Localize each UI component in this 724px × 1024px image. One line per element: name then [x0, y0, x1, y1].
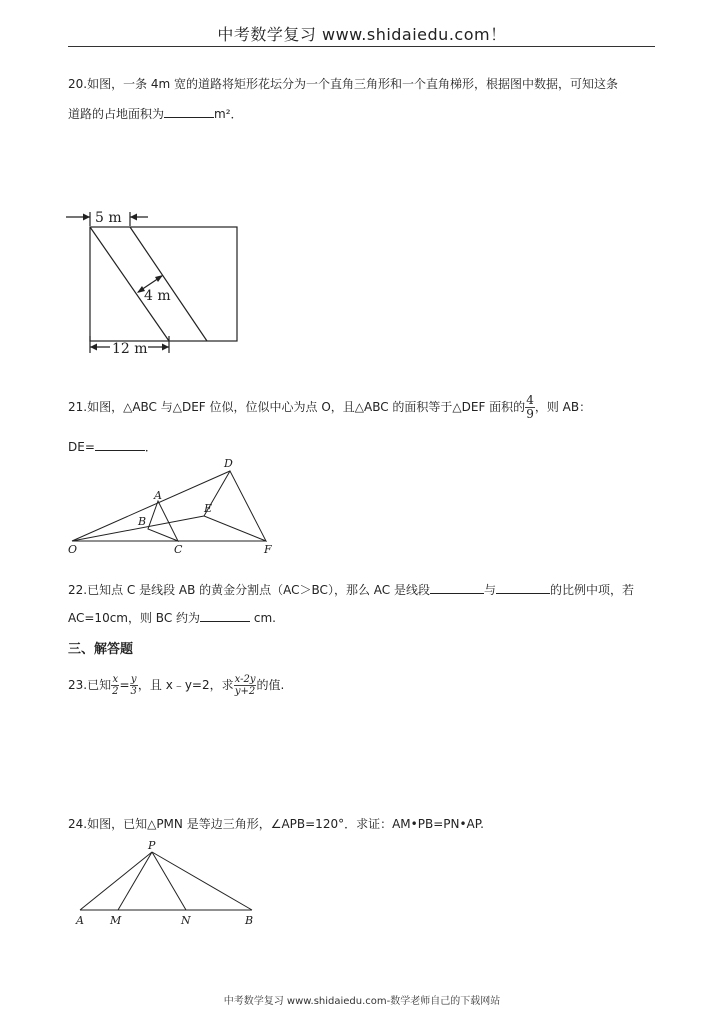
q20-road-figure	[62, 206, 247, 358]
q20-answer-blank[interactable]	[164, 106, 214, 118]
q23-frac1-den: 2	[112, 686, 119, 697]
q21-answer-blank[interactable]	[95, 439, 145, 451]
q21-line2-prefix: DE=	[68, 440, 95, 454]
q21-label-F: F	[264, 543, 272, 556]
q22-line1-mid: 与	[483, 583, 496, 597]
q20-line2-suffix: m²．	[214, 107, 243, 121]
q21-line1-prefix: 21.如图，△ABC 与△DEF 位似，位似中心为点 O，且△ABC 的面积等于△DEF 面积的	[68, 400, 526, 414]
q20-line1: 20.如图，一条 4m 宽的道路将矩形花坛分为一个直角三角形和一个直角梯形，根据图中数据，可知这条	[68, 77, 619, 91]
q22-line1-prefix: 22.已知点 C 是线段 AB 的黄金分割点（AC＞BC），那么 AC 是线段	[68, 583, 430, 597]
q21-triangle-ABC	[148, 501, 178, 541]
section-3-heading: 三、解答题	[68, 642, 134, 657]
q23-fraction-y-over-3	[130, 674, 138, 697]
q24-segment-PB	[152, 852, 252, 910]
q23-frac3-den: y+2	[234, 686, 256, 697]
q24-triangle-figure	[70, 838, 265, 930]
q21-triangle-DEF	[204, 471, 266, 541]
q20-arrow-bottom-right	[162, 344, 169, 351]
q21-homothety-figure	[62, 452, 282, 556]
q23-frac2-den: 3	[130, 686, 137, 697]
q20-rectangle	[90, 227, 237, 341]
q21-label-E: E	[204, 502, 213, 515]
q24-segment-PM	[118, 852, 152, 910]
q20-width-arrow-right	[155, 275, 163, 282]
q21-line1	[68, 393, 591, 421]
q21-label-A: A	[154, 489, 162, 502]
q20-bottom-label: 12 m	[112, 341, 148, 357]
page-header-title: 中考数学复习 www.shidaiedu.com！	[217, 25, 507, 44]
q24-label-M: M	[110, 914, 122, 927]
q21-label-O: O	[68, 543, 78, 556]
q20-mid-label: 4 m	[144, 288, 171, 304]
page-footer: 中考数学复习 www.shidaiedu.com-数学老师自己的下载网站	[223, 996, 501, 1007]
q20-line2-prefix: 道路的占地面积为	[68, 107, 165, 121]
q20-line2	[68, 106, 243, 121]
q21-line2-suffix: ．	[144, 440, 157, 454]
q20-top-label: 5 m	[95, 210, 122, 226]
q20-arrow-top-left	[83, 214, 90, 221]
q23-equals: =	[119, 678, 130, 692]
q21-ratio-fraction	[525, 394, 535, 421]
q24-line: 24.如图，已知△PMN 是等边三角形，∠APB=120°．求证：AM•PB=PN•AP.	[68, 817, 484, 831]
q21-label-C: C	[174, 543, 183, 556]
q24-label-A: A	[76, 914, 84, 927]
q23-prefix: 23.已知	[68, 678, 112, 692]
q23-fraction-expression	[234, 674, 257, 697]
q23-frac2-num: y	[130, 674, 137, 685]
q21-ratio-denominator: 9	[526, 407, 534, 421]
q24-label-N: N	[181, 914, 191, 927]
q20-road-edge-left	[90, 227, 169, 341]
q22-line1-suffix: 的比例中项，若	[549, 583, 634, 597]
q23-frac1-num: x	[112, 674, 119, 685]
q20-road-edge-right	[130, 227, 207, 341]
q22-line2-suffix: cm.	[250, 611, 276, 625]
q20-arrow-bottom-left	[90, 344, 97, 351]
q22-answer-blank-2[interactable]	[496, 582, 550, 594]
q20-arrow-top-right	[130, 214, 137, 221]
q22-answer-blank-1[interactable]	[430, 582, 484, 594]
q22-line2	[68, 610, 276, 625]
q22-line1	[68, 582, 634, 597]
q23-frac3-num: x-2y	[234, 674, 256, 685]
q23-suffix: 的值.	[256, 678, 285, 692]
q24-label-P: P	[148, 839, 156, 852]
q21-label-D: D	[224, 457, 233, 470]
q21-label-B: B	[138, 515, 147, 528]
q24-label-B: B	[245, 914, 254, 927]
q23-line	[68, 668, 284, 702]
q22-line2-prefix: AC=10cm，则 BC 约为	[68, 611, 201, 625]
q21-line1-suffix: ，则 AB：	[534, 400, 592, 414]
q24-segment-PN	[152, 852, 186, 910]
q22-answer-blank-3[interactable]	[200, 610, 250, 622]
q23-mid: ，且 x﹣y=2，求	[137, 678, 234, 692]
header-divider	[68, 46, 655, 47]
q24-segment-PA	[80, 852, 152, 910]
q21-ratio-numerator: 4	[526, 393, 534, 407]
